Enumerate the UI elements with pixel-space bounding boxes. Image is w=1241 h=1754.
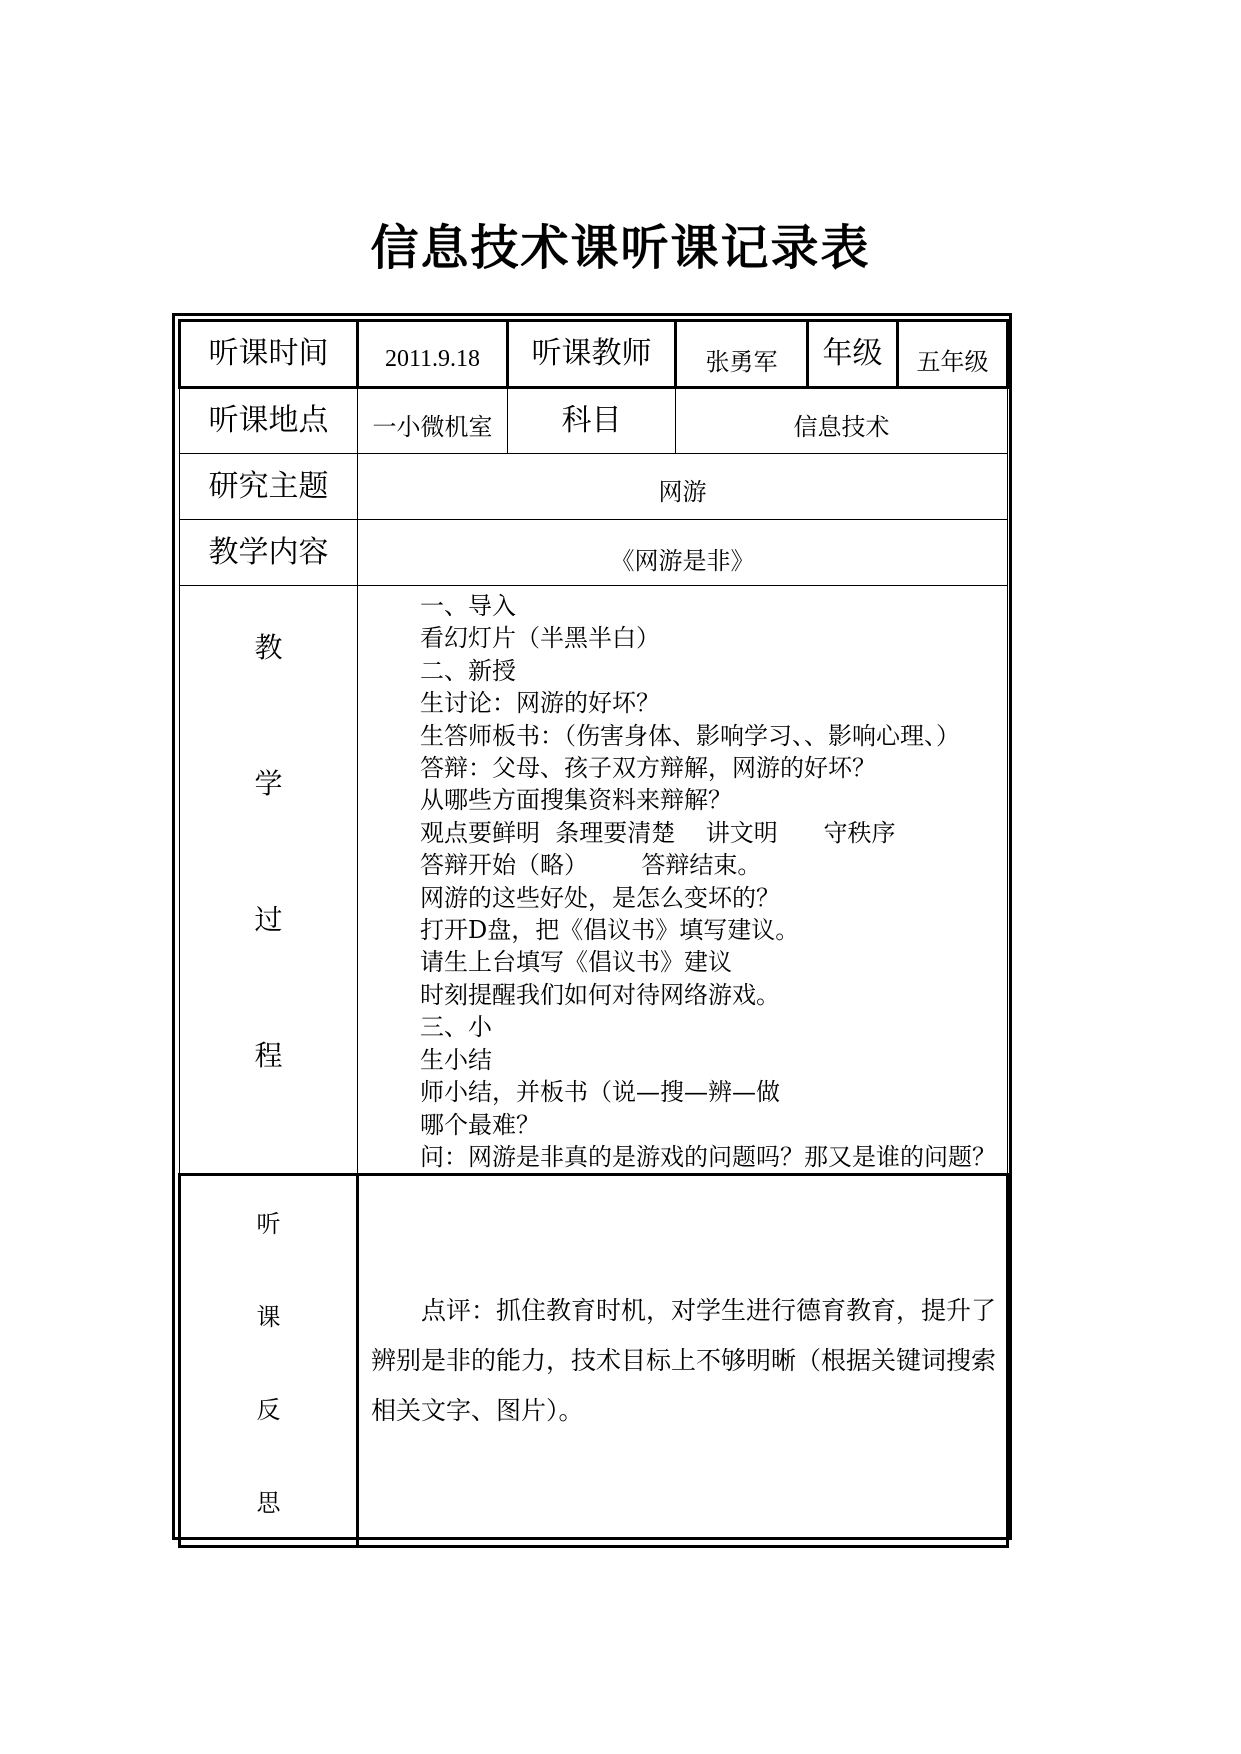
location-value: 一小微机室 xyxy=(358,388,508,454)
process-label xyxy=(180,586,358,1175)
process-line: 观点要鲜明 条理要清楚 讲文明 守秩序 xyxy=(420,818,896,847)
process-line: 三、小 xyxy=(420,1013,492,1042)
process-line: 看幻灯片（半黑半白） xyxy=(420,624,660,653)
process-line: 时刻提醒我们如何对待网络游戏。 xyxy=(420,980,780,1009)
reflection-comment xyxy=(359,1286,1006,1436)
process-line: 从哪些方面搜集资料来辩解？ xyxy=(420,786,732,815)
process-line: 二、新授 xyxy=(420,656,516,685)
process-line: 问：网游是非真的是游戏的问题吗？那又是谁的问题？ xyxy=(420,1142,996,1171)
process-line: 一、导入 xyxy=(420,592,516,620)
process-line: 哪个最难？ xyxy=(420,1110,540,1139)
observation-record-table xyxy=(178,319,1009,1548)
teacher-label: 听课教师 xyxy=(508,321,676,388)
process-line: 生讨论：网游的好坏？ xyxy=(420,689,660,718)
reflection-content xyxy=(358,1175,1008,1547)
process-line: 师小结，并板书（说—搜—辨—做 xyxy=(420,1078,780,1107)
process-line: 请生上台填写《倡议书》建议 xyxy=(420,948,732,977)
grade-label: 年级 xyxy=(808,321,898,388)
time-label: 听课时间 xyxy=(180,321,358,388)
reflection-label-char: 反 xyxy=(256,1395,281,1424)
topic-value: 网游 xyxy=(358,454,1008,520)
reflection-label-char: 课 xyxy=(256,1302,281,1331)
process-line: 生小结 xyxy=(420,1045,492,1074)
reflection-label xyxy=(180,1175,358,1547)
process-label-char: 程 xyxy=(254,1038,283,1072)
topic-label: 研究主题 xyxy=(180,454,358,520)
reflection-text: 点评：抓住教育时机，对学生进行德育教育，提升了辨别是非的能力，技术目标上不够明晰（根据关键词搜索相关文字、图片）。 xyxy=(371,1295,997,1425)
grade-value: 五年级 xyxy=(898,321,1008,388)
process-line: 答辩：父母、孩子双方辩解，网游的好坏？ xyxy=(420,754,876,783)
teacher-value: 张勇军 xyxy=(676,321,808,388)
content-label: 教学内容 xyxy=(180,520,358,586)
time-value: 2011.9.18 xyxy=(358,321,508,388)
process-label-char: 教 xyxy=(254,630,283,664)
process-label-char: 学 xyxy=(254,766,283,800)
subject-label: 科目 xyxy=(508,388,676,454)
process-label-char: 过 xyxy=(254,902,283,936)
page-title: 信息技术课听课记录表 xyxy=(370,220,871,276)
content-value: 《网游是非》 xyxy=(358,520,1008,586)
location-label: 听课地点 xyxy=(180,388,358,454)
process-line: 答辩开始（略） 答辩结束。 xyxy=(420,851,762,880)
process-content xyxy=(358,586,1008,1175)
process-line: 生答师板书：（伤害身体、影响学习、、影响心理、） xyxy=(420,721,960,750)
reflection-label-char: 听 xyxy=(256,1209,281,1238)
process-line: 打开D盘，把《倡议书》填写建议。 xyxy=(420,916,800,945)
subject-value: 信息技术 xyxy=(676,388,1008,454)
reflection-label-char: 思 xyxy=(256,1488,281,1517)
process-line: 网游的这些好处，是怎么变坏的？ xyxy=(420,883,780,912)
